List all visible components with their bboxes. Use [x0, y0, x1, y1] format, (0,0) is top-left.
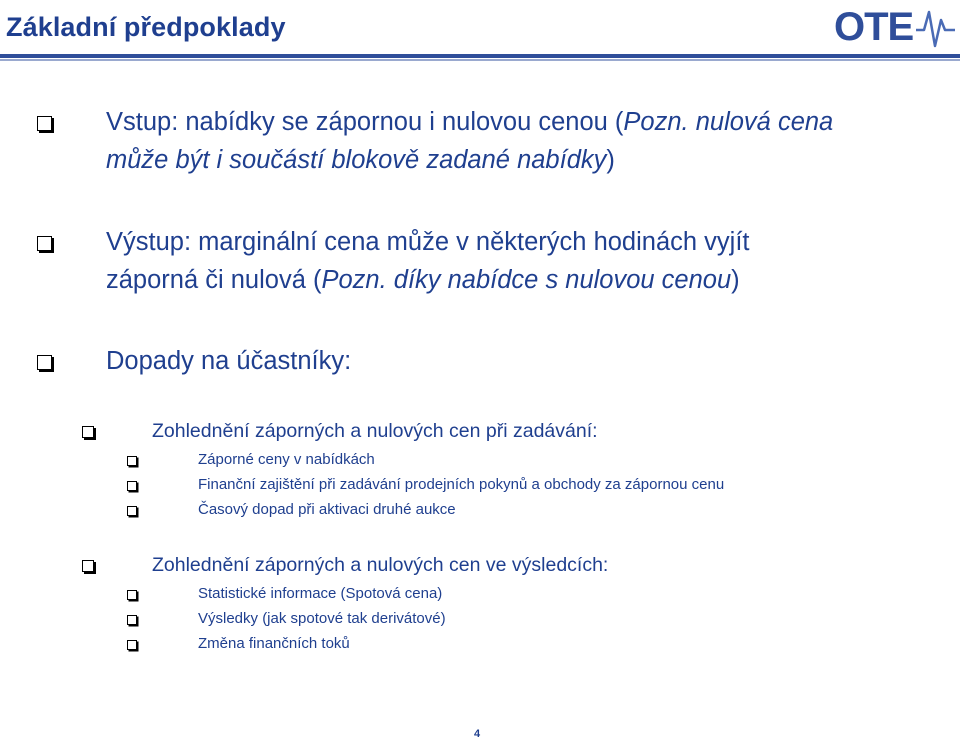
point-input-note-a: Pozn. nulová cena [623, 108, 834, 136]
checkbox-bullet-icon [127, 506, 137, 516]
checkbox-bullet-icon [37, 236, 52, 251]
point-output-line1: Výstup: marginální cena může v některých hodinách vyjít [106, 228, 750, 256]
point-output-text-c: ) [731, 266, 740, 294]
point-impacts-text: Dopady na účastníky: [106, 347, 352, 375]
checkbox-bullet-icon [127, 640, 137, 650]
title-rule [0, 54, 960, 61]
checkbox-bullet-icon [127, 481, 137, 491]
ote-logo-text: OTE [834, 5, 914, 49]
page-number: 4 [474, 728, 481, 740]
point-output-note: Pozn. díky nabídce s nulovou cenou [321, 266, 732, 294]
checkbox-bullet-icon [82, 426, 94, 438]
point-input-line1 [106, 104, 833, 140]
ote-logo-icon [834, 2, 956, 50]
point-input-text-a: Vstup: nabídky se zápornou i nulovou cenou ( [106, 108, 624, 136]
checkbox-bullet-icon [37, 355, 52, 370]
point-input-note-b: může být i součástí blokově zadané nabídky [106, 146, 607, 174]
point-output-line2 [106, 262, 740, 298]
list-item-text: Časový dopad při aktivaci druhé aukce [198, 501, 456, 518]
ote-logo [834, 2, 956, 50]
checkbox-bullet-icon [127, 615, 137, 625]
slide-title: Základní předpoklady [6, 12, 286, 42]
checkbox-bullet-icon [82, 560, 94, 572]
list-item-text: Finanční zajištění při zadávání prodejních pokynů a obchody za zápornou cenu [198, 476, 725, 493]
list-item-text: Statistické informace (Spotová cena) [198, 585, 443, 602]
list-item-text: Výsledky (jak spotové tak derivátové) [198, 610, 446, 627]
point-output-text-a: záporná či nulová ( [106, 266, 322, 294]
point-input-text-b: ) [606, 146, 615, 174]
pulse-wave-icon [916, 12, 955, 46]
group-submission-heading-text: Zohlednění záporných a nulových cen při zadávání: [152, 420, 598, 442]
list-item-text: Záporné ceny v nabídkách [198, 451, 375, 468]
point-input-line2 [106, 142, 615, 178]
group-results-heading-text: Zohlednění záporných a nulových cen ve výsledcích: [152, 554, 609, 576]
checkbox-bullet-icon [37, 116, 52, 131]
checkbox-bullet-icon [127, 590, 137, 600]
list-item-text: Změna finančních toků [198, 635, 350, 652]
checkbox-bullet-icon [127, 456, 137, 466]
